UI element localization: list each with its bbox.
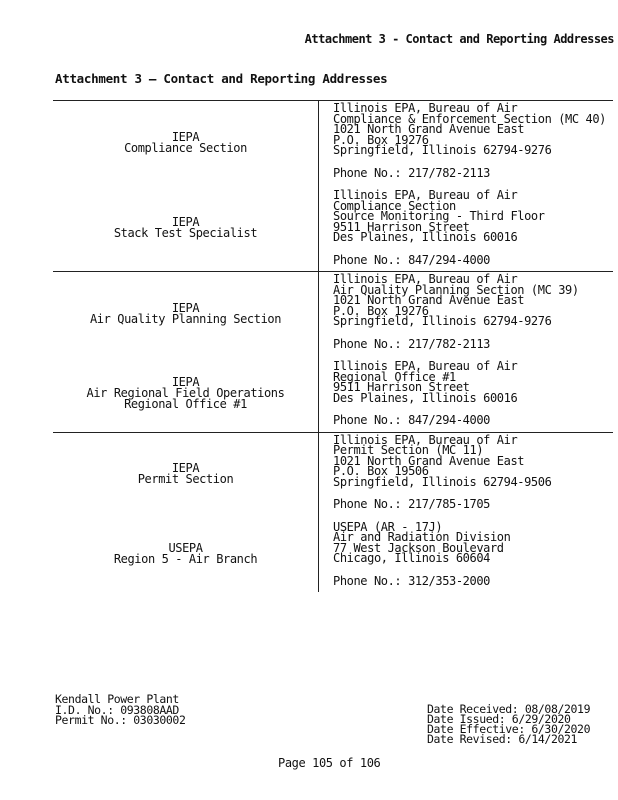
table-row (53, 101, 613, 272)
address-line: Compliance Section (333, 198, 456, 213)
page-number: Page 105 of 106 (278, 756, 381, 770)
date-effective: Date Effective: 6/30/2020 (427, 722, 591, 736)
address-cell (318, 272, 613, 355)
plant-name: Kendall Power Plant (55, 692, 179, 706)
address-line: Springfield, Illinois 62794-9506 (333, 474, 552, 489)
address-cell (318, 355, 613, 432)
address-line: 1021 North Grand Avenue East (333, 293, 525, 307)
address-line: Illinois EPA, Bureau of Air (333, 359, 518, 373)
address (333, 272, 613, 327)
agency-line: Regional Office #1 (124, 396, 247, 411)
agency-line: Stack Test Specialist (113, 225, 258, 240)
address-line: Air Quality Planning Section (MC 39) (333, 282, 579, 297)
date-received: Date Received: 08/08/2019 (427, 702, 591, 716)
address-line: P.O. Box 19276 (333, 303, 429, 318)
address-cell (318, 184, 613, 271)
address-cell (318, 433, 613, 516)
contact-block (53, 272, 613, 355)
agency-line: IEPA (171, 461, 200, 475)
agency-line: Air Regional Field Operations (86, 385, 285, 400)
address-line: 77 West Jackson Boulevard (333, 540, 504, 555)
address (333, 184, 613, 243)
address-cell (318, 101, 613, 184)
permit-number: Permit No.: 03030002 (55, 713, 186, 727)
contacts-table (53, 100, 613, 592)
address-line: USEPA (AR - 17J) (333, 519, 443, 534)
address-cell (318, 516, 613, 593)
address-line: P.O. Box 19276 (333, 132, 429, 147)
address-line: 9511 Harrison Street (333, 380, 470, 394)
phone-number: Phone No.: 312/353-2000 (333, 573, 490, 588)
agency-line: IEPA (171, 129, 200, 144)
phone-number: Phone No.: 217/782-2113 (333, 336, 490, 351)
page-title: Attachment 3 – Contact and Reporting Addresses (55, 71, 388, 86)
address (333, 101, 613, 156)
address-line: Source Monitoring - Third Floor (333, 209, 545, 223)
phone-number: Phone No.: 217/785-1705 (333, 497, 490, 511)
agency-label (53, 101, 318, 184)
agency-label (53, 516, 318, 593)
address-line: Air and Radiation Division (333, 530, 511, 544)
address (333, 516, 613, 564)
address-line: Springfield, Illinois 62794-9276 (333, 143, 552, 157)
agency-line: IEPA (171, 374, 200, 389)
address-line: Illinois EPA, Bureau of Air (333, 101, 518, 115)
agency-line: USEPA (168, 540, 203, 555)
address-line: Des Plaines, Illinois 60016 (333, 390, 518, 405)
agency-line: IEPA (171, 214, 200, 229)
agency-line: Compliance Section (124, 140, 247, 155)
address-line: 9511 Harrison Street (333, 219, 470, 234)
agency-line: Region 5 - Air Branch (113, 551, 258, 566)
address-line: Compliance & Enforcement Section (MC 40) (333, 111, 606, 126)
phone-number: Phone No.: 847/294-4000 (333, 413, 490, 427)
agency-label (53, 433, 318, 516)
table-row (53, 272, 613, 433)
footer-dates (427, 704, 590, 744)
table-row (53, 433, 613, 593)
agency-line: Air Quality Planning Section (89, 311, 282, 326)
phone-number: Phone No.: 217/782-2113 (333, 165, 490, 180)
address-line: 1021 North Grand Avenue East (333, 122, 525, 136)
address (333, 433, 613, 488)
phone-number: Phone No.: 847/294-4000 (333, 252, 490, 267)
address-line: Permit Section (MC 11) (333, 443, 484, 457)
address-line: Regional Office #1 (333, 369, 456, 384)
date-issued: Date Issued: 6/29/2020 (427, 712, 571, 726)
address-line: P.O. Box 19506 (333, 464, 429, 478)
contact-block (53, 516, 613, 593)
agency-line: Permit Section (137, 472, 234, 486)
address-line: Illinois EPA, Bureau of Air (333, 432, 518, 447)
contact-block (53, 101, 613, 184)
contact-block (53, 433, 613, 516)
agency-label (53, 355, 318, 432)
id-number: I.D. No.: 093808AAD (55, 702, 179, 717)
contact-block (53, 184, 613, 271)
address-line: Des Plaines, Illinois 60016 (333, 230, 518, 244)
agency-label (53, 272, 318, 355)
agency-label (53, 184, 318, 271)
address-line: Chicago, Illinois 60604 (333, 551, 490, 565)
contact-block (53, 355, 613, 432)
running-header: Attachment 3 - Contact and Reporting Addresses (304, 32, 614, 46)
agency-line: IEPA (171, 300, 200, 315)
address-line: Springfield, Illinois 62794-9276 (333, 314, 552, 328)
address-line: Illinois EPA, Bureau of Air (333, 272, 518, 286)
footer-plant-info (55, 694, 185, 726)
address-line: Illinois EPA, Bureau of Air (333, 188, 518, 202)
date-revised: Date Revised: 6/14/2021 (427, 732, 578, 746)
address-line: 1021 North Grand Avenue East (333, 453, 525, 468)
address (333, 355, 613, 403)
